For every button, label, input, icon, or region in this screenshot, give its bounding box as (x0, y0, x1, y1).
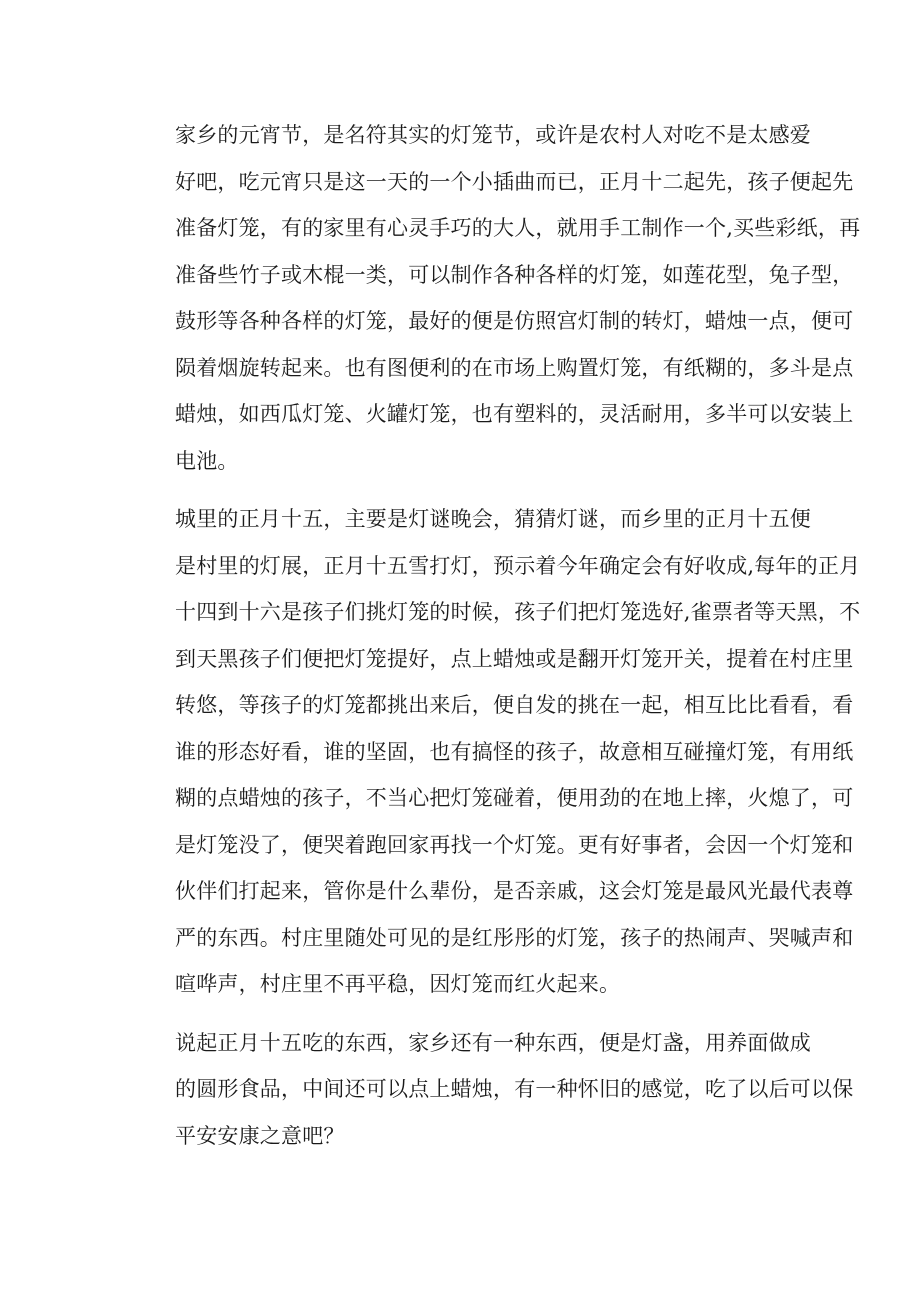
paragraph-festival-food (133, 1020, 854, 1160)
paragraph-lantern-festival (133, 112, 861, 484)
text-line: 城里的正月十五，主要是灯谜晚会，猜猜灯谜，而乡里的正月十五便 (175, 507, 811, 531)
text-line: 准备灯笼，有的家里有心灵手巧的大人，就用手工制作一个,买些彩纸，再 (175, 216, 861, 240)
text-line: 糊的点蜡烛的孩子，不当心把灯笼碰着，便用劲的在地上摔，火熄了，可 (175, 786, 854, 810)
paragraph-village-lantern-show (133, 496, 861, 1008)
text-line: 的圆形食品，中间还可以点上蜡烛，有一种怀旧的感觉，吃了以后可以保 (175, 1077, 854, 1101)
article-body (133, 112, 861, 1159)
text-line: 谁的形态好看，谁的坚固，也有搞怪的孩子，故意相互碰撞灯笼，有用纸 (175, 739, 854, 764)
text-line: 十四到十六是孩子们挑灯笼的时候，孩子们把灯笼选好,雀票者等天黑，不 (175, 600, 861, 624)
text-line: 到天黑孩子们便把灯笼提好，点上蜡烛或是翻开灯笼开关，提着在村庄里 (175, 646, 854, 671)
text-line: 好吧，吃元宵只是这一天的一个小插曲而已，正月十二起先，孩子便起先 (175, 169, 854, 194)
text-line: 喧哗声，村庄里不再平稳，因灯笼而红火起来。 (175, 972, 621, 996)
text-line: 平安安康之意吧？ (175, 1123, 345, 1148)
text-line: 准备些竹子或木棍一类，可以制作各种各样的灯笼，如莲花型，兔子型， (175, 262, 854, 287)
text-line: 蜡烛，如西瓜灯笼、火罐灯笼，也有塑料的，灵活耐用，多半可以安装上 (175, 402, 854, 426)
text-line: 转悠，等孩子的灯笼都挑出来后，便自发的挑在一起，相互比比看看，看 (175, 693, 854, 717)
text-line: 是村里的灯展，正月十五雪打灯，预示着今年确定会有好收成,每年的正月 (175, 553, 861, 578)
text-line: 严的东西。村庄里随处可见的是红彤彤的灯笼，孩子的热闹声、哭喊声和 (175, 925, 854, 950)
text-line: 伙伴们打起来，管你是什么辈份，是否亲戚，这会灯笼是最风光最代表尊 (175, 879, 854, 903)
text-line: 是灯笼没了，便哭着跑回家再找一个灯笼。更有好事者，会因一个灯笼和 (175, 832, 854, 857)
text-line: 说起正月十五吃的东西，家乡还有一种东西，便是灯盏，用养面做成 (175, 1030, 811, 1055)
text-line: 家乡的元宵节，是名符其实的灯笼节，或许是农村人对吃不是太感爱 (175, 123, 811, 147)
text-line: 陨着烟旋转起来。也有图便利的在市场上购置灯笼，有纸糊的，多斗是点 (175, 355, 854, 380)
text-line: 电池。 (175, 448, 239, 473)
text-line: 鼓形等各种各样的灯笼，最好的便是仿照宫灯制的转灯，蜡烛一点，便可 (175, 309, 854, 333)
